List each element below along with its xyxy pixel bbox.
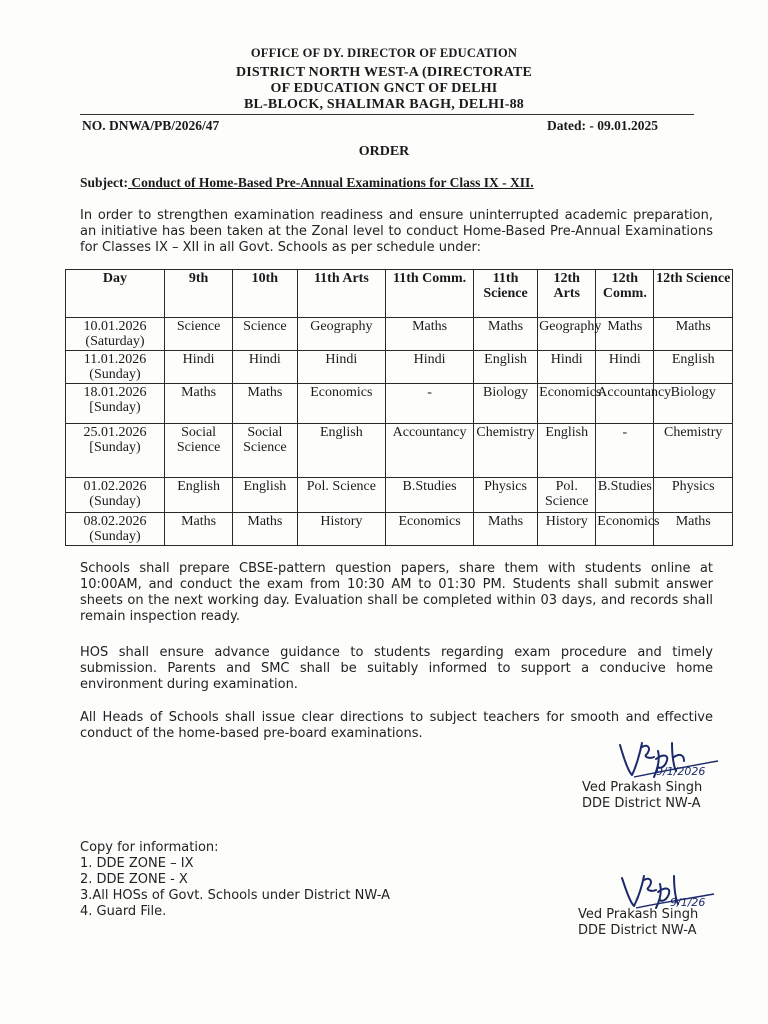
header-cell: 9th (164, 270, 232, 318)
signatory-designation: DDE District NW-A (582, 796, 701, 811)
table-row (66, 513, 733, 546)
table-cell: English (297, 424, 386, 478)
header-cell: 12th Science (654, 270, 733, 318)
reference-number: NO. DNWA/PB/2026/47 (82, 118, 220, 133)
schedule-header-row (66, 270, 733, 318)
header-cell: Day (66, 270, 165, 318)
table-cell: Chemistry (473, 424, 537, 478)
table-cell: English (164, 478, 232, 513)
table-cell: Maths (654, 318, 733, 351)
table-row (66, 351, 733, 384)
secondary-signature-date: 9/1/26 (670, 896, 706, 909)
header-cell: 11th Science (473, 270, 537, 318)
table-cell: Hindi (596, 351, 654, 384)
table-cell: Economics (538, 384, 596, 424)
table-row (66, 384, 733, 424)
header-cell: 11th Comm. (386, 270, 474, 318)
list-item: 1. DDE ZONE – IX (80, 856, 194, 871)
table-cell: Economics (596, 513, 654, 546)
table-cell: Maths (233, 384, 297, 424)
primary-signature-block (582, 780, 702, 812)
table-cell: Maths (164, 513, 232, 546)
primary-signature-date: 9/1/2026 (656, 765, 706, 778)
copy-title: Copy for information: (80, 840, 219, 855)
district-heading: DISTRICT NORTH WEST-A (DIRECTORATE (235, 65, 533, 80)
table-cell: Maths (473, 513, 537, 546)
instructions-paragraph: Schools shall prepare CBSE-pattern question papers, share them with students online at 10:00AM, and conduct the exam from 10:30 AM to 01:30 PM. Students shall submit answer sheets on the next working day. Evaluation shall be completed within 03 days, and records shall remain inspection ready. (80, 561, 713, 624)
table-cell: Maths (386, 318, 474, 351)
table-cell: English (473, 351, 537, 384)
signatory-designation: DDE District NW-A (578, 923, 697, 938)
table-cell: Maths (164, 384, 232, 424)
table-cell: B.Studies (596, 478, 654, 513)
table-row (66, 318, 733, 351)
subject-text: Conduct of Home-Based Pre-Annual Examinations for Class IX - XII. (128, 175, 534, 190)
table-cell: Pol. Science (538, 478, 596, 513)
secondary-signature-block (578, 907, 698, 939)
table-cell: 10.01.2026 (Saturday) (66, 318, 165, 351)
table-cell: 11.01.2026 (Sunday) (66, 351, 165, 384)
header-cell: 12th Comm. (596, 270, 654, 318)
guidance-paragraph: HOS shall ensure advance guidance to students regarding exam procedure and timely submission. Parents and SMC shall be suitably informed to support a conducive home environment during examination. (80, 645, 713, 692)
header-cell: 12th Arts (538, 270, 596, 318)
schedule-body (66, 318, 733, 546)
order-title: ORDER (358, 144, 410, 159)
table-cell: Economics (297, 384, 386, 424)
intro-paragraph: In order to strengthen examination readiness and ensure uninterrupted academic preparation, an initiative has been taken at the Zonal level to conduct Home-Based Pre-Annual Examinations for Classes IX – XII in all Govt. Schools as per schedule under: (80, 208, 713, 255)
table-cell: 18.01.2026 [Sunday) (66, 384, 165, 424)
table-cell: History (538, 513, 596, 546)
table-cell: Accountancy (386, 424, 474, 478)
table-cell: B.Studies (386, 478, 474, 513)
directorate-heading: OF EDUCATION GNCT OF DELHI (270, 81, 498, 96)
table-cell: Biology (473, 384, 537, 424)
table-cell: History (297, 513, 386, 546)
table-cell: Science (164, 318, 232, 351)
table-cell: Pol. Science (297, 478, 386, 513)
table-row (66, 424, 733, 478)
office-heading: OFFICE OF DY. DIRECTOR OF EDUCATION (250, 46, 518, 60)
table-cell: - (386, 384, 474, 424)
table-cell: Chemistry (654, 424, 733, 478)
table-cell: Hindi (164, 351, 232, 384)
table-cell: Social Science (233, 424, 297, 478)
table-cell: Hindi (233, 351, 297, 384)
table-cell: 25.01.2026 [Sunday) (66, 424, 165, 478)
table-cell: Science (233, 318, 297, 351)
table-cell: Hindi (297, 351, 386, 384)
list-item: 4. Guard File. (80, 904, 167, 919)
table-cell: 01.02.2026 (Sunday) (66, 478, 165, 513)
signatory-name: Ved Prakash Singh (578, 907, 699, 922)
order-date: Dated: - 09.01.2025 (547, 118, 658, 133)
table-cell: English (538, 424, 596, 478)
table-cell: Geography (538, 318, 596, 351)
table-cell: Physics (654, 478, 733, 513)
table-cell: Biology (654, 384, 733, 424)
table-cell: English (654, 351, 733, 384)
table-row (66, 478, 733, 513)
table-cell: Maths (473, 318, 537, 351)
subject-line (80, 175, 534, 191)
exam-schedule-table (65, 269, 733, 546)
address-heading: BL-BLOCK, SHALIMAR BAGH, DELHI-88 (243, 97, 525, 112)
signatory-name: Ved Prakash Singh (582, 780, 703, 795)
table-cell: Maths (233, 513, 297, 546)
table-cell: Maths (596, 318, 654, 351)
table-cell: Physics (473, 478, 537, 513)
header-cell: 10th (233, 270, 297, 318)
table-cell: Hindi (538, 351, 596, 384)
table-cell: - (596, 424, 654, 478)
list-item: 3.All HOSs of Govt. Schools under District NW-A (80, 888, 391, 903)
table-cell: Economics (386, 513, 474, 546)
table-cell: Accountancy (596, 384, 654, 424)
table-cell: Maths (654, 513, 733, 546)
copy-list (80, 840, 390, 920)
directions-paragraph: All Heads of Schools shall issue clear directions to subject teachers for smooth and effective conduct of the home-based pre-board examinations. (80, 710, 713, 741)
table-cell: Hindi (386, 351, 474, 384)
table-cell: Geography (297, 318, 386, 351)
list-item: 2. DDE ZONE - X (80, 872, 188, 887)
table-cell: English (233, 478, 297, 513)
table-cell: 08.02.2026 (Sunday) (66, 513, 165, 546)
header-cell: 11th Arts (297, 270, 386, 318)
table-cell: Social Science (164, 424, 232, 478)
subject-label: Subject: (80, 175, 128, 190)
primary-signature-scrawl (614, 737, 726, 785)
